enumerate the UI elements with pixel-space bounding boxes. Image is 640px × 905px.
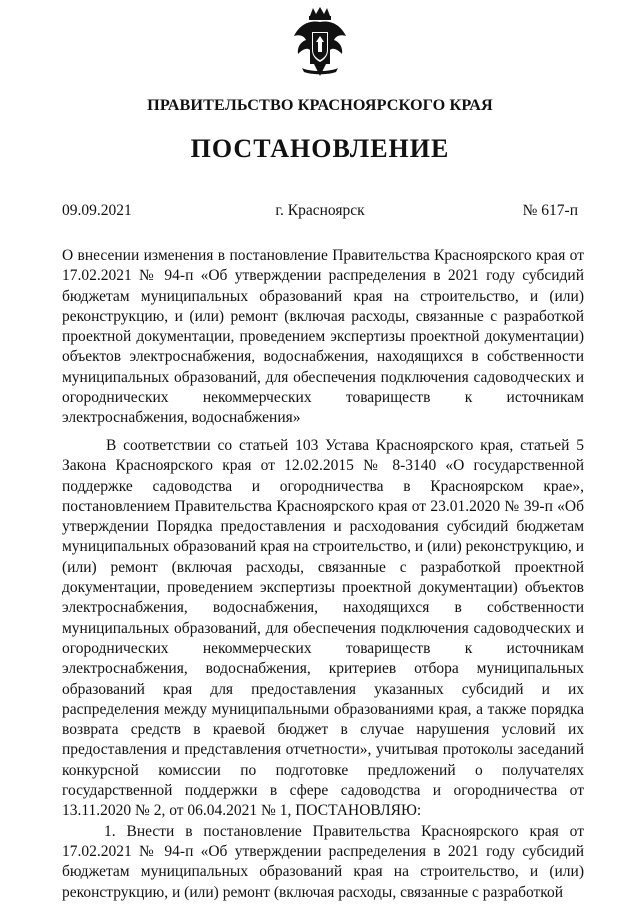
item-1-paragraph: 1. Внести в постановление Правительства Красноярского края от 17.02.2021 № 94-п «Об утверждении распределения в 2021 году субсидий бюджетам муниципальных образований края на строительство, и (или) реконструкцию, и (или) ремонт (включая расходы, связанные с разработкой	[62, 822, 584, 901]
document-number: № 617-п	[522, 202, 578, 219]
preamble-paragraph: В соответствии со статьей 103 Устава Красноярского края, статьей 5 Закона Красноярского края от 12.02.2015 № 8-3140 «О государственной поддержке садоводства и огородничества в Красноярском крае», постановлением Правительства Красноярского края от 23.01.2020 № 39-п «Об утверждении Порядка предоставления и расходования субсидий бюджетам муниципальных образований края на строительство, и (или) реконструкцию, и (или) ремонт (включая расходы, связанные с разработкой проектной документации, проведением экспертизы проектной документации) объектов электроснабжения, водоснабжения, находящихся в собственности муниципальных образований, для обеспечения подключения садоводческих и огороднических некоммерческих товариществ к источникам электроснабжения, водоснабжения, критериев отбора муниципальных образований края для предоставления указанных субсидий и их распределения между муниципальными образованиями края, а также порядка возврата средств в краевой бюджет в случае нарушения условий их предоставления и представления отчетности», учитывая протоколы заседаний конкурсной комиссии по подготовке предложений о получателях государственной поддержки в сфере садоводства и огородничества от 13.11.2020 № 2, от 06.04.2021 № 1, ПОСТАНОВЛЯЮ:	[62, 437, 584, 820]
document-city: г. Красноярск	[275, 202, 365, 219]
document-type: ПОСТАНОВЛЕНИЕ	[190, 134, 450, 163]
document-subject: О внесении изменения в постановление Правительства Красноярского края от 17.02.2021 № 94-п «Об утверждении распределения в 2021 году субсидий бюджетам муниципальных образований края на строительство, и (или) реконструкцию, и (или) ремонт (включая расходы, связанные с разработкой проектной документации, проведением экспертизы проектной документации) объектов электроснабжения, водоснабжения, находящихся в собственности муниципальных образований, для обеспечения подключения садоводческих и огороднических некоммерческих товариществ к источникам электроснабжения, водоснабжения»	[62, 247, 584, 427]
document-date: 09.09.2021	[62, 202, 132, 219]
document-body	[62, 436, 584, 903]
authority-name: ПРАВИТЕЛЬСТВО КРАСНОЯРСКОГО КРАЯ	[147, 96, 493, 114]
coat-of-arms-icon	[292, 6, 348, 78]
